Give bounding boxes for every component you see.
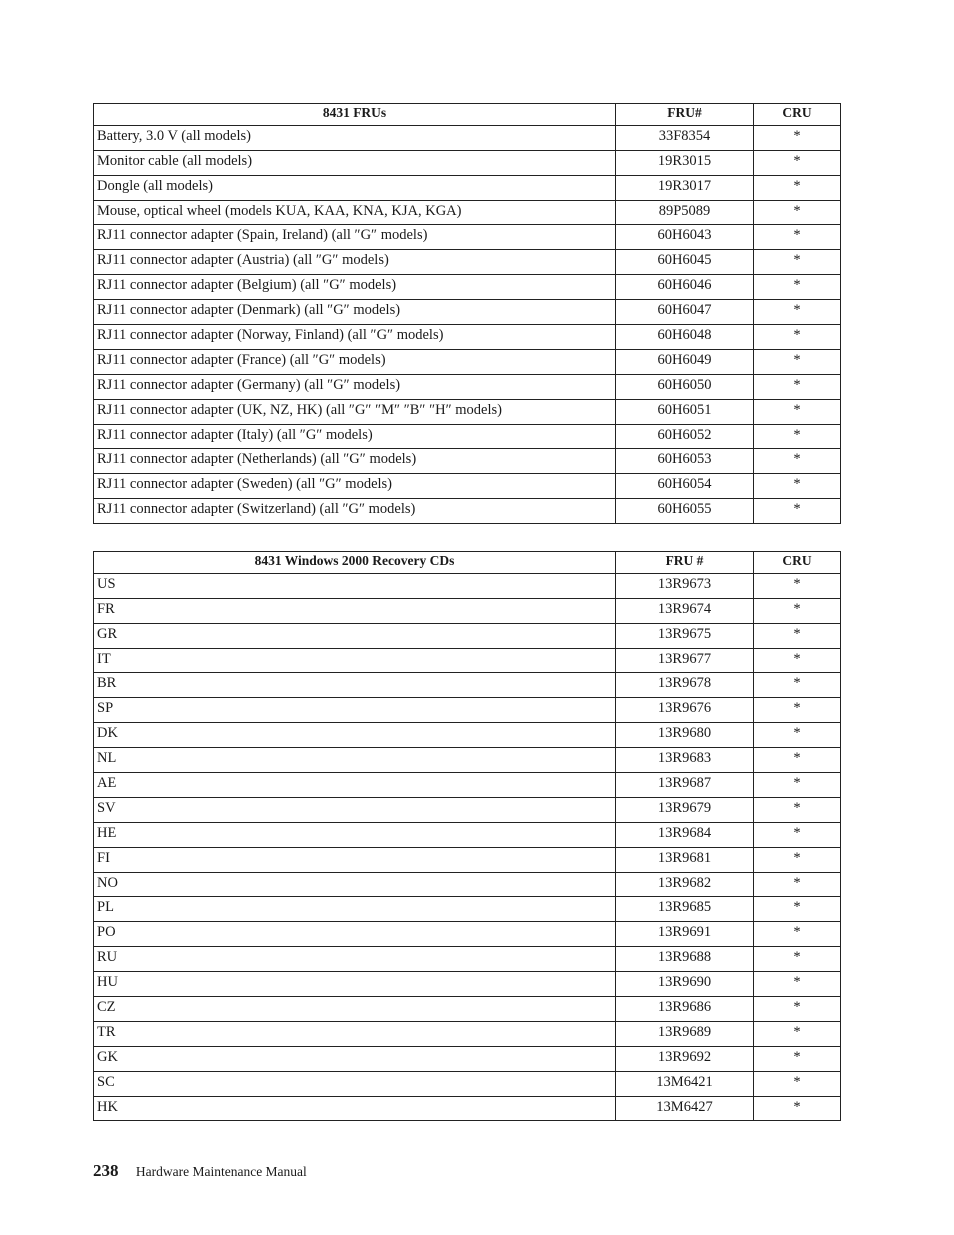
table-row [94, 300, 841, 325]
cell-description: HK [94, 1096, 616, 1121]
cell-cru: * [754, 250, 841, 275]
column-header-cru: CRU [754, 552, 841, 574]
table-row [94, 1096, 841, 1121]
table-row [94, 125, 841, 150]
manual-title: Hardware Maintenance Manual [135, 1164, 307, 1179]
cell-description: US [94, 573, 616, 598]
table-row [94, 275, 841, 300]
cell-fru-number: 13R9692 [616, 1046, 754, 1071]
fru-table-body [94, 125, 841, 523]
cell-description: TR [94, 1021, 616, 1046]
cell-fru-number: 13M6421 [616, 1071, 754, 1096]
table-row [94, 499, 841, 524]
cell-description: NO [94, 872, 616, 897]
cell-fru-number: 13R9675 [616, 623, 754, 648]
table-row [94, 474, 841, 499]
page-footer [93, 1161, 307, 1181]
cell-description: RJ11 connector adapter (Sweden) (all ″G″ models) [94, 474, 616, 499]
table-row [94, 797, 841, 822]
cell-fru-number: 13M6427 [616, 1096, 754, 1121]
cell-fru-number: 13R9679 [616, 797, 754, 822]
cell-cru: * [754, 275, 841, 300]
cell-description: GR [94, 623, 616, 648]
column-header-cru: CRU [754, 104, 841, 126]
cell-fru-number: 13R9673 [616, 573, 754, 598]
table-row [94, 872, 841, 897]
table-row [94, 250, 841, 275]
cell-fru-number: 13R9688 [616, 947, 754, 972]
cell-description: RJ11 connector adapter (Belgium) (all ″G″ models) [94, 275, 616, 300]
cell-fru-number: 60H6052 [616, 424, 754, 449]
table-row [94, 225, 841, 250]
cell-fru-number: 13R9684 [616, 822, 754, 847]
page-number: 238 [93, 1161, 119, 1180]
cell-cru: * [754, 897, 841, 922]
fru-table [93, 103, 841, 524]
cell-description: RU [94, 947, 616, 972]
cell-cru: * [754, 822, 841, 847]
table-row [94, 748, 841, 773]
column-header-fru-number: FRU# [616, 104, 754, 126]
cell-description: RJ11 connector adapter (UK, NZ, HK) (all ″G″ ″M″ ″B″ ″H″ models) [94, 399, 616, 424]
cell-fru-number: 19R3017 [616, 175, 754, 200]
cell-description: Dongle (all models) [94, 175, 616, 200]
cell-fru-number: 13R9678 [616, 673, 754, 698]
table-row [94, 598, 841, 623]
cell-description: RJ11 connector adapter (Germany) (all ″G″ models) [94, 374, 616, 399]
cell-cru: * [754, 325, 841, 350]
table-row [94, 972, 841, 997]
cell-cru: * [754, 1021, 841, 1046]
cell-description: RJ11 connector adapter (Austria) (all ″G″ models) [94, 250, 616, 275]
cell-description: RJ11 connector adapter (Denmark) (all ″G″ models) [94, 300, 616, 325]
cell-cru: * [754, 474, 841, 499]
column-header-fru-number: FRU # [616, 552, 754, 574]
column-header-description: 8431 FRUs [94, 104, 616, 126]
cell-fru-number: 19R3015 [616, 150, 754, 175]
cell-cru: * [754, 797, 841, 822]
cell-fru-number: 13R9683 [616, 748, 754, 773]
cell-cru: * [754, 573, 841, 598]
cell-description: RJ11 connector adapter (Switzerland) (all ″G″ models) [94, 499, 616, 524]
cell-fru-number: 60H6054 [616, 474, 754, 499]
cell-fru-number: 13R9687 [616, 773, 754, 798]
cell-cru: * [754, 374, 841, 399]
table-row [94, 723, 841, 748]
cell-fru-number: 60H6053 [616, 449, 754, 474]
cell-cru: * [754, 972, 841, 997]
cell-fru-number: 13R9689 [616, 1021, 754, 1046]
cell-description: PO [94, 922, 616, 947]
recovery-cd-table [93, 551, 841, 1121]
cell-fru-number: 89P5089 [616, 200, 754, 225]
cell-cru: * [754, 748, 841, 773]
cell-cru: * [754, 424, 841, 449]
cell-cru: * [754, 598, 841, 623]
table-row [94, 349, 841, 374]
table-row [94, 847, 841, 872]
cell-cru: * [754, 449, 841, 474]
cell-cru: * [754, 947, 841, 972]
cell-cru: * [754, 673, 841, 698]
table-row [94, 997, 841, 1022]
cell-fru-number: 13R9680 [616, 723, 754, 748]
cell-description: Mouse, optical wheel (models KUA, KAA, KNA, KJA, KGA) [94, 200, 616, 225]
cell-cru: * [754, 150, 841, 175]
cell-fru-number: 60H6046 [616, 275, 754, 300]
cell-fru-number: 13R9677 [616, 648, 754, 673]
cell-cru: * [754, 399, 841, 424]
cell-description: CZ [94, 997, 616, 1022]
cell-cru: * [754, 922, 841, 947]
cell-cru: * [754, 349, 841, 374]
table-row [94, 573, 841, 598]
table-row [94, 424, 841, 449]
cell-description: DK [94, 723, 616, 748]
cell-description: PL [94, 897, 616, 922]
cell-fru-number: 60H6050 [616, 374, 754, 399]
cell-fru-number: 60H6048 [616, 325, 754, 350]
cell-description: RJ11 connector adapter (Norway, Finland) (all ″G″ models) [94, 325, 616, 350]
table-row [94, 1021, 841, 1046]
cell-description: RJ11 connector adapter (Italy) (all ″G″ models) [94, 424, 616, 449]
cell-description: SP [94, 698, 616, 723]
table-row [94, 175, 841, 200]
cell-cru: * [754, 872, 841, 897]
table-row [94, 673, 841, 698]
cell-cru: * [754, 847, 841, 872]
cell-cru: * [754, 648, 841, 673]
cell-fru-number: 60H6049 [616, 349, 754, 374]
cell-cru: * [754, 1071, 841, 1096]
cell-cru: * [754, 499, 841, 524]
cell-description: RJ11 connector adapter (Spain, Ireland) (all ″G″ models) [94, 225, 616, 250]
cell-fru-number: 60H6045 [616, 250, 754, 275]
cell-description: HE [94, 822, 616, 847]
table-row [94, 773, 841, 798]
cell-description: Battery, 3.0 V (all models) [94, 125, 616, 150]
cell-cru: * [754, 200, 841, 225]
cell-fru-number: 60H6055 [616, 499, 754, 524]
cell-description: HU [94, 972, 616, 997]
cell-fru-number: 60H6047 [616, 300, 754, 325]
cell-cru: * [754, 125, 841, 150]
table-row [94, 698, 841, 723]
recovery-cd-table-body [94, 573, 841, 1121]
table-row [94, 325, 841, 350]
cell-description: GK [94, 1046, 616, 1071]
table-row [94, 648, 841, 673]
table-row [94, 1071, 841, 1096]
table-row [94, 947, 841, 972]
cell-fru-number: 60H6051 [616, 399, 754, 424]
table-row [94, 1046, 841, 1071]
cell-fru-number: 13R9690 [616, 972, 754, 997]
cell-description: SV [94, 797, 616, 822]
cell-fru-number: 13R9676 [616, 698, 754, 723]
cell-description: FI [94, 847, 616, 872]
cell-description: AE [94, 773, 616, 798]
cell-cru: * [754, 997, 841, 1022]
cell-fru-number: 33F8354 [616, 125, 754, 150]
cell-cru: * [754, 723, 841, 748]
cell-fru-number: 13R9686 [616, 997, 754, 1022]
cell-cru: * [754, 1096, 841, 1121]
cell-description: IT [94, 648, 616, 673]
cell-fru-number: 13R9685 [616, 897, 754, 922]
cell-cru: * [754, 175, 841, 200]
column-header-description: 8431 Windows 2000 Recovery CDs [94, 552, 616, 574]
cell-description: Monitor cable (all models) [94, 150, 616, 175]
cell-description: FR [94, 598, 616, 623]
cell-cru: * [754, 1046, 841, 1071]
cell-cru: * [754, 698, 841, 723]
table-row [94, 623, 841, 648]
cell-description: RJ11 connector adapter (France) (all ″G″ models) [94, 349, 616, 374]
table-row [94, 150, 841, 175]
table-row [94, 922, 841, 947]
cell-cru: * [754, 623, 841, 648]
cell-cru: * [754, 225, 841, 250]
cell-description: SC [94, 1071, 616, 1096]
table-row [94, 449, 841, 474]
cell-description: RJ11 connector adapter (Netherlands) (all ″G″ models) [94, 449, 616, 474]
cell-fru-number: 13R9674 [616, 598, 754, 623]
table-header-row [94, 104, 841, 126]
cell-fru-number: 60H6043 [616, 225, 754, 250]
cell-fru-number: 13R9682 [616, 872, 754, 897]
table-row [94, 399, 841, 424]
cell-description: NL [94, 748, 616, 773]
cell-fru-number: 13R9691 [616, 922, 754, 947]
cell-cru: * [754, 773, 841, 798]
table-header-row [94, 552, 841, 574]
table-row [94, 200, 841, 225]
table-row [94, 897, 841, 922]
table-row [94, 374, 841, 399]
table-row [94, 822, 841, 847]
cell-fru-number: 13R9681 [616, 847, 754, 872]
cell-description: BR [94, 673, 616, 698]
cell-cru: * [754, 300, 841, 325]
